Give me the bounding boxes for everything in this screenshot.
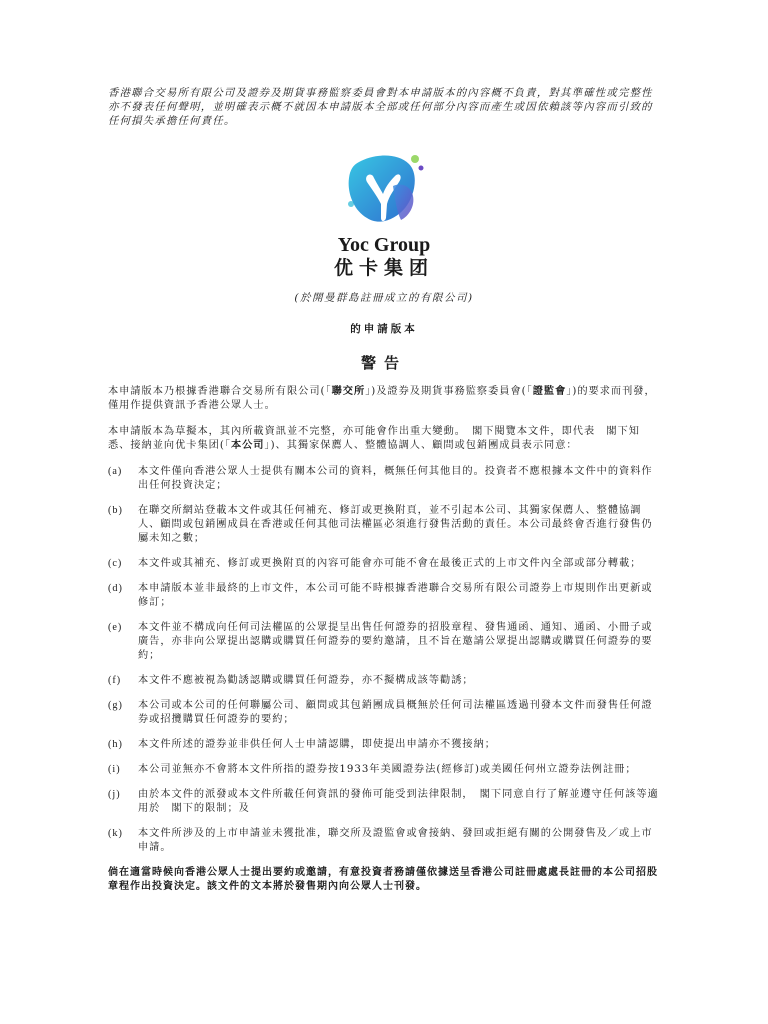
list-item: (b) 在聯交所網站登載本文件或其任何補充、修訂或更換附頁，並不引起本公司、其獨家保薦人、整體協調人、顧問或包銷團成員在香港或任何其他司法權區必須進行發售活動的責任。本公司最終會否進行發售仍屬未知之數； [108,505,653,544]
list-item: (d) 本申請版本並非最終的上市文件，本公司可能不時根據香港聯合交易所有限公司證券上市規則作出更新或修訂； [108,583,653,608]
regulatory-disclaimer: 香港聯合交易所有限公司及證券及期貨事務監察委員會對本申請版本的內容概不負責，對其準確性或完整性亦不發表任何聲明，並明確表示概不就因本申請版本全部或任何部分內容而產生或因依賴該等內容而引致的任何損失承擔任何責任。 [108,87,653,127]
document-page [108,86,660,894]
list-item: (e) 本文件並不構成向任何司法權區的公眾提呈出售任何證券的招股章程、發售通函、通知、通函、小冊子或廣告，亦非向公眾提出認購或購買任何證券的要約邀請，且不旨在邀請公眾提出認購或購買任何證券的要約； [108,622,653,661]
list-item: (j) 由於本文件的派發或本文件所載任何資訊的發佈可能受到法律限制， 閣下同意自行了解並遵守任何該等適用於 閣下的限制；及 [108,789,659,814]
warning-title: 警告 [360,354,407,372]
incorporation-note: (於開曼群島註冊成立的有限公司) [294,292,474,304]
list-item: (k) 本文件所涉及的上市申請並未獲批准，聯交所及證監會或會接納、發回或拒絕有關的公開發售及／或上市申請。 [108,828,653,853]
company-name-en: Yoc Group [337,234,431,256]
document-version: 的申請版本 [350,323,418,335]
footer-notice: 倘在適當時候向香港公眾人士提出要約或邀請，有意投資者務請僅依據送呈香港公司註冊處處長註冊的本公司招股章程作出投資決定。該文件的文本將於發售期內向公眾人士刊發。 [108,867,658,892]
yoc-group-logo [339,146,429,232]
list-item: (g) 本公司或本公司的任何聯屬公司、顧問或其包銷團成員概無於任何司法權區透過刊發本文件而發售任何證券或招攬購買任何證券的要約； [108,700,653,725]
list-item: (h) 本文件所述的證券並非供任何人士申請認購，即使提出申請亦不獲接納； [108,739,496,750]
intro-paragraph-1: 本申請版本乃根據香港聯合交易所有限公司(「聯交所」)及證券及期貨事務監察委員會(「證監會」)的要求而刊發，僅用作提供資訊予香港公眾人士。 [108,386,656,411]
list-item: (a) 本文件僅向香港公眾人士提供有關本公司的資料，概無任何其他目的。投資者不應根據本文件中的資料作出任何投資決定； [108,466,653,491]
warning-list [108,465,660,855]
list-item: (c) 本文件或其補充、修訂或更換附頁的內容可能會亦可能不會在最後正式的上市文件內全部或部分轉載； [108,558,642,569]
intro-paragraph-2: 本申請版本為草擬本，其內所載資訊並不完整，亦可能會作出重大變動。 閣下閱覽本文件，即代表 閣下知悉、接納並向优卡集团(「本公司」)、其獨家保薦人、整體協調人、顧問或包銷團成員表示同意： [108,426,640,451]
list-item: (i) 本公司並無亦不會將本文件所指的證券按1933年美國證券法(經修訂)或美國任何州立證券法例註冊； [108,764,637,775]
list-item: (f) 本文件不應被視為勸誘認購或購買任何證券，亦不擬構成該等勸誘； [108,675,474,686]
company-name-cn: 优卡集团 [333,257,434,279]
